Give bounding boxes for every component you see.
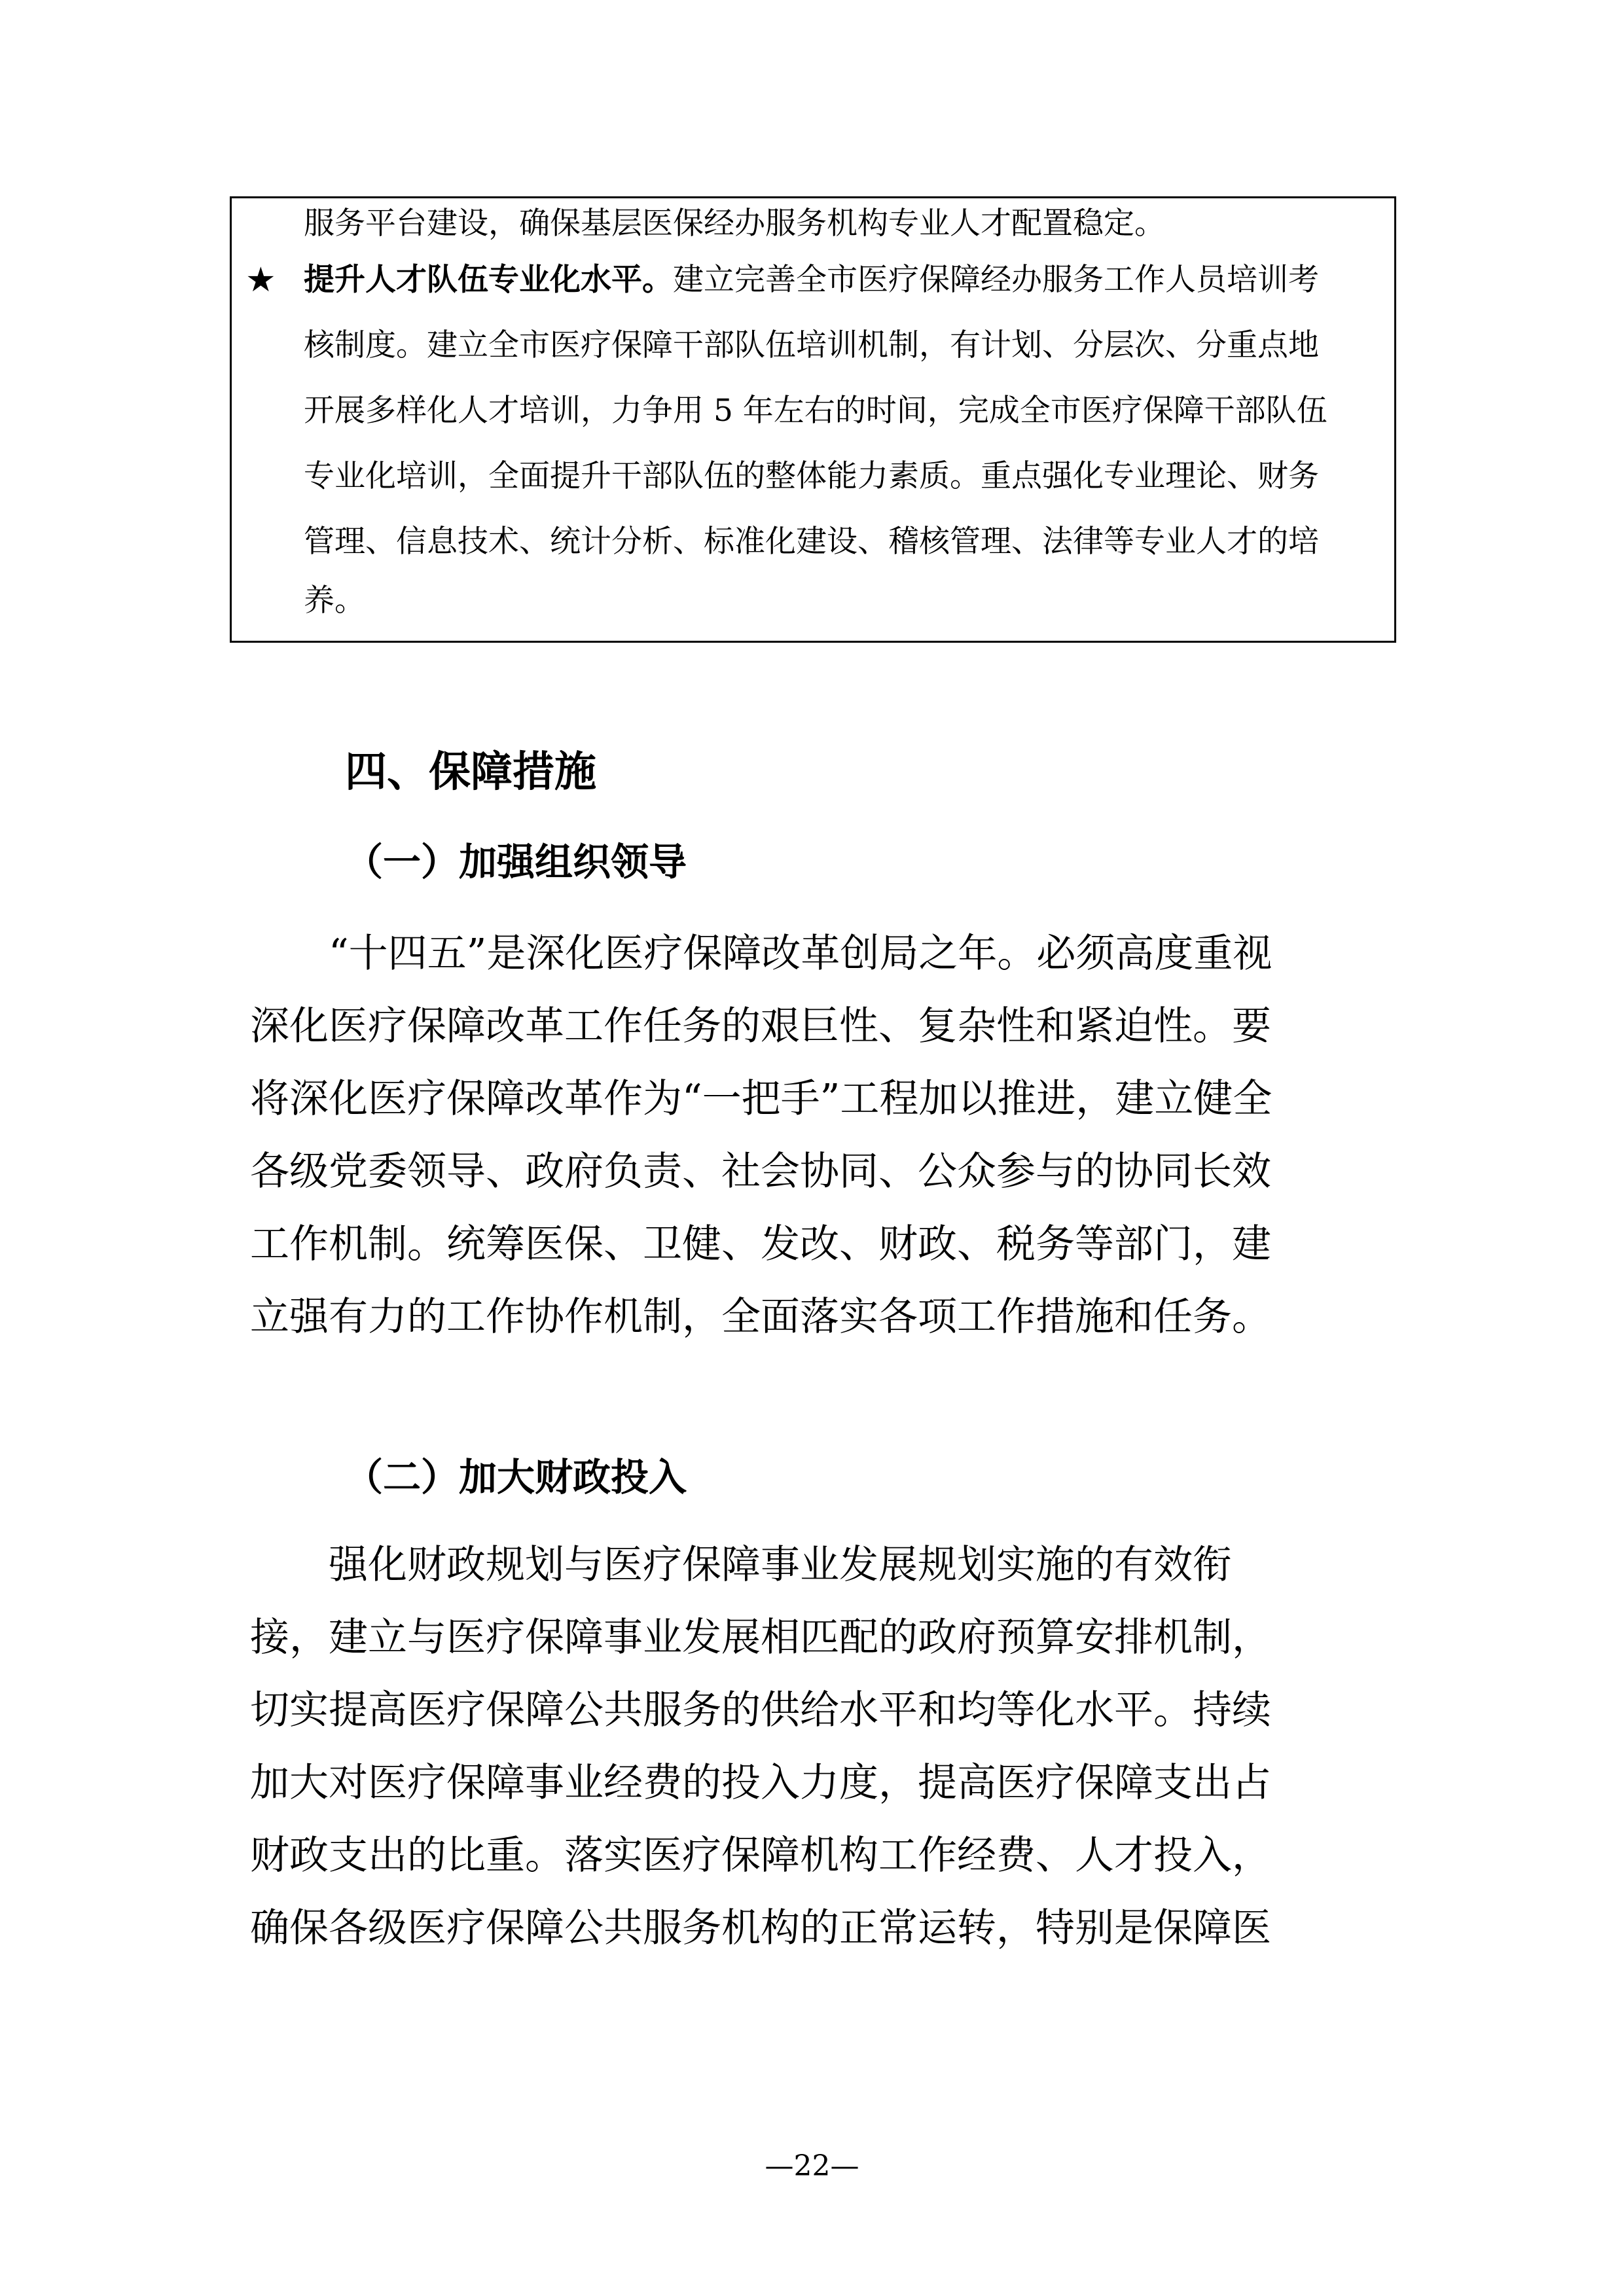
box-item-line-5: 管理、信息技术、统计分析、标准化建设、稽核管理、法律等专业人才的培 xyxy=(304,524,1319,560)
paragraph-2-line: 强化财政规划与医疗保障事业发展规划实施的有效衔 xyxy=(329,1542,1232,1588)
paragraph-1-line: 将深化医疗保障改革作为“一把手”工程加以推进，建立健全 xyxy=(250,1076,1272,1122)
page-number: —22— xyxy=(765,2149,859,2183)
box-line-1: 服务平台建设，确保基层医保经办服务机构专业人才配置稳定。 xyxy=(304,206,1165,242)
paragraph-2-line: 财政支出的比重。落实医疗保障机构工作经费、人才投入， xyxy=(250,1833,1271,1878)
paragraph-1-line: 深化医疗保障改革工作任务的艰巨性、复杂性和紧迫性。要 xyxy=(250,1003,1271,1049)
star-bullet-icon: ★ xyxy=(245,260,276,300)
paragraph-1-line: 工作机制。统筹医保、卫健、发改、财政、税务等部门，建 xyxy=(250,1221,1271,1267)
paragraph-2-line: 切实提高医疗保障公共服务的供给水平和均等化水平。持续 xyxy=(250,1687,1271,1733)
box-item-line-1-rest: 建立完善全市医疗保障经办服务工作人员培训考 xyxy=(673,262,1319,298)
subsection-heading-2: （二）加大财政投入 xyxy=(345,1455,687,1499)
paragraph-1-line: “十四五”是深化医疗保障改革创局之年。必须高度重视 xyxy=(329,931,1272,977)
subsection-heading-1: （一）加强组织领导 xyxy=(345,840,687,884)
box-item-line-2: 核制度。建立全市医疗保障干部队伍培训机制，有计划、分层次、分重点地 xyxy=(304,327,1319,363)
paragraph-1 xyxy=(250,918,1389,1354)
box-item-bold-lead: 提升人才队伍专业化水平。 xyxy=(304,262,673,298)
box-item-line-3: 开展多样化人才培训，力争用 5 年左右的时间，完成全市医疗保障干部队伍 xyxy=(304,393,1327,429)
paragraph-2-line: 加大对医疗保障事业经费的投入力度，提高医疗保障支出占 xyxy=(250,1760,1271,1806)
paragraph-2-line: 接，建立与医疗保障事业发展相匹配的政府预算安排机制， xyxy=(250,1615,1271,1660)
box-item-line-1 xyxy=(304,260,1397,300)
box-item-line-4: 专业化培训，全面提升干部队伍的整体能力素质。重点强化专业理论、财务 xyxy=(304,458,1319,494)
paragraph-1-line: 各级党委领导、政府负责、社会协同、公众参与的协同长效 xyxy=(250,1149,1271,1194)
section-heading: 四、保障措施 xyxy=(345,748,596,797)
box-item-line-6: 养。 xyxy=(304,583,365,619)
paragraph-2-line: 确保各级医疗保障公共服务机构的正常运转，特别是保障医 xyxy=(250,1905,1271,1951)
paragraph-2 xyxy=(250,1529,1389,1965)
paragraph-1-line: 立强有力的工作协作机制，全面落实各项工作措施和任务。 xyxy=(250,1294,1271,1340)
